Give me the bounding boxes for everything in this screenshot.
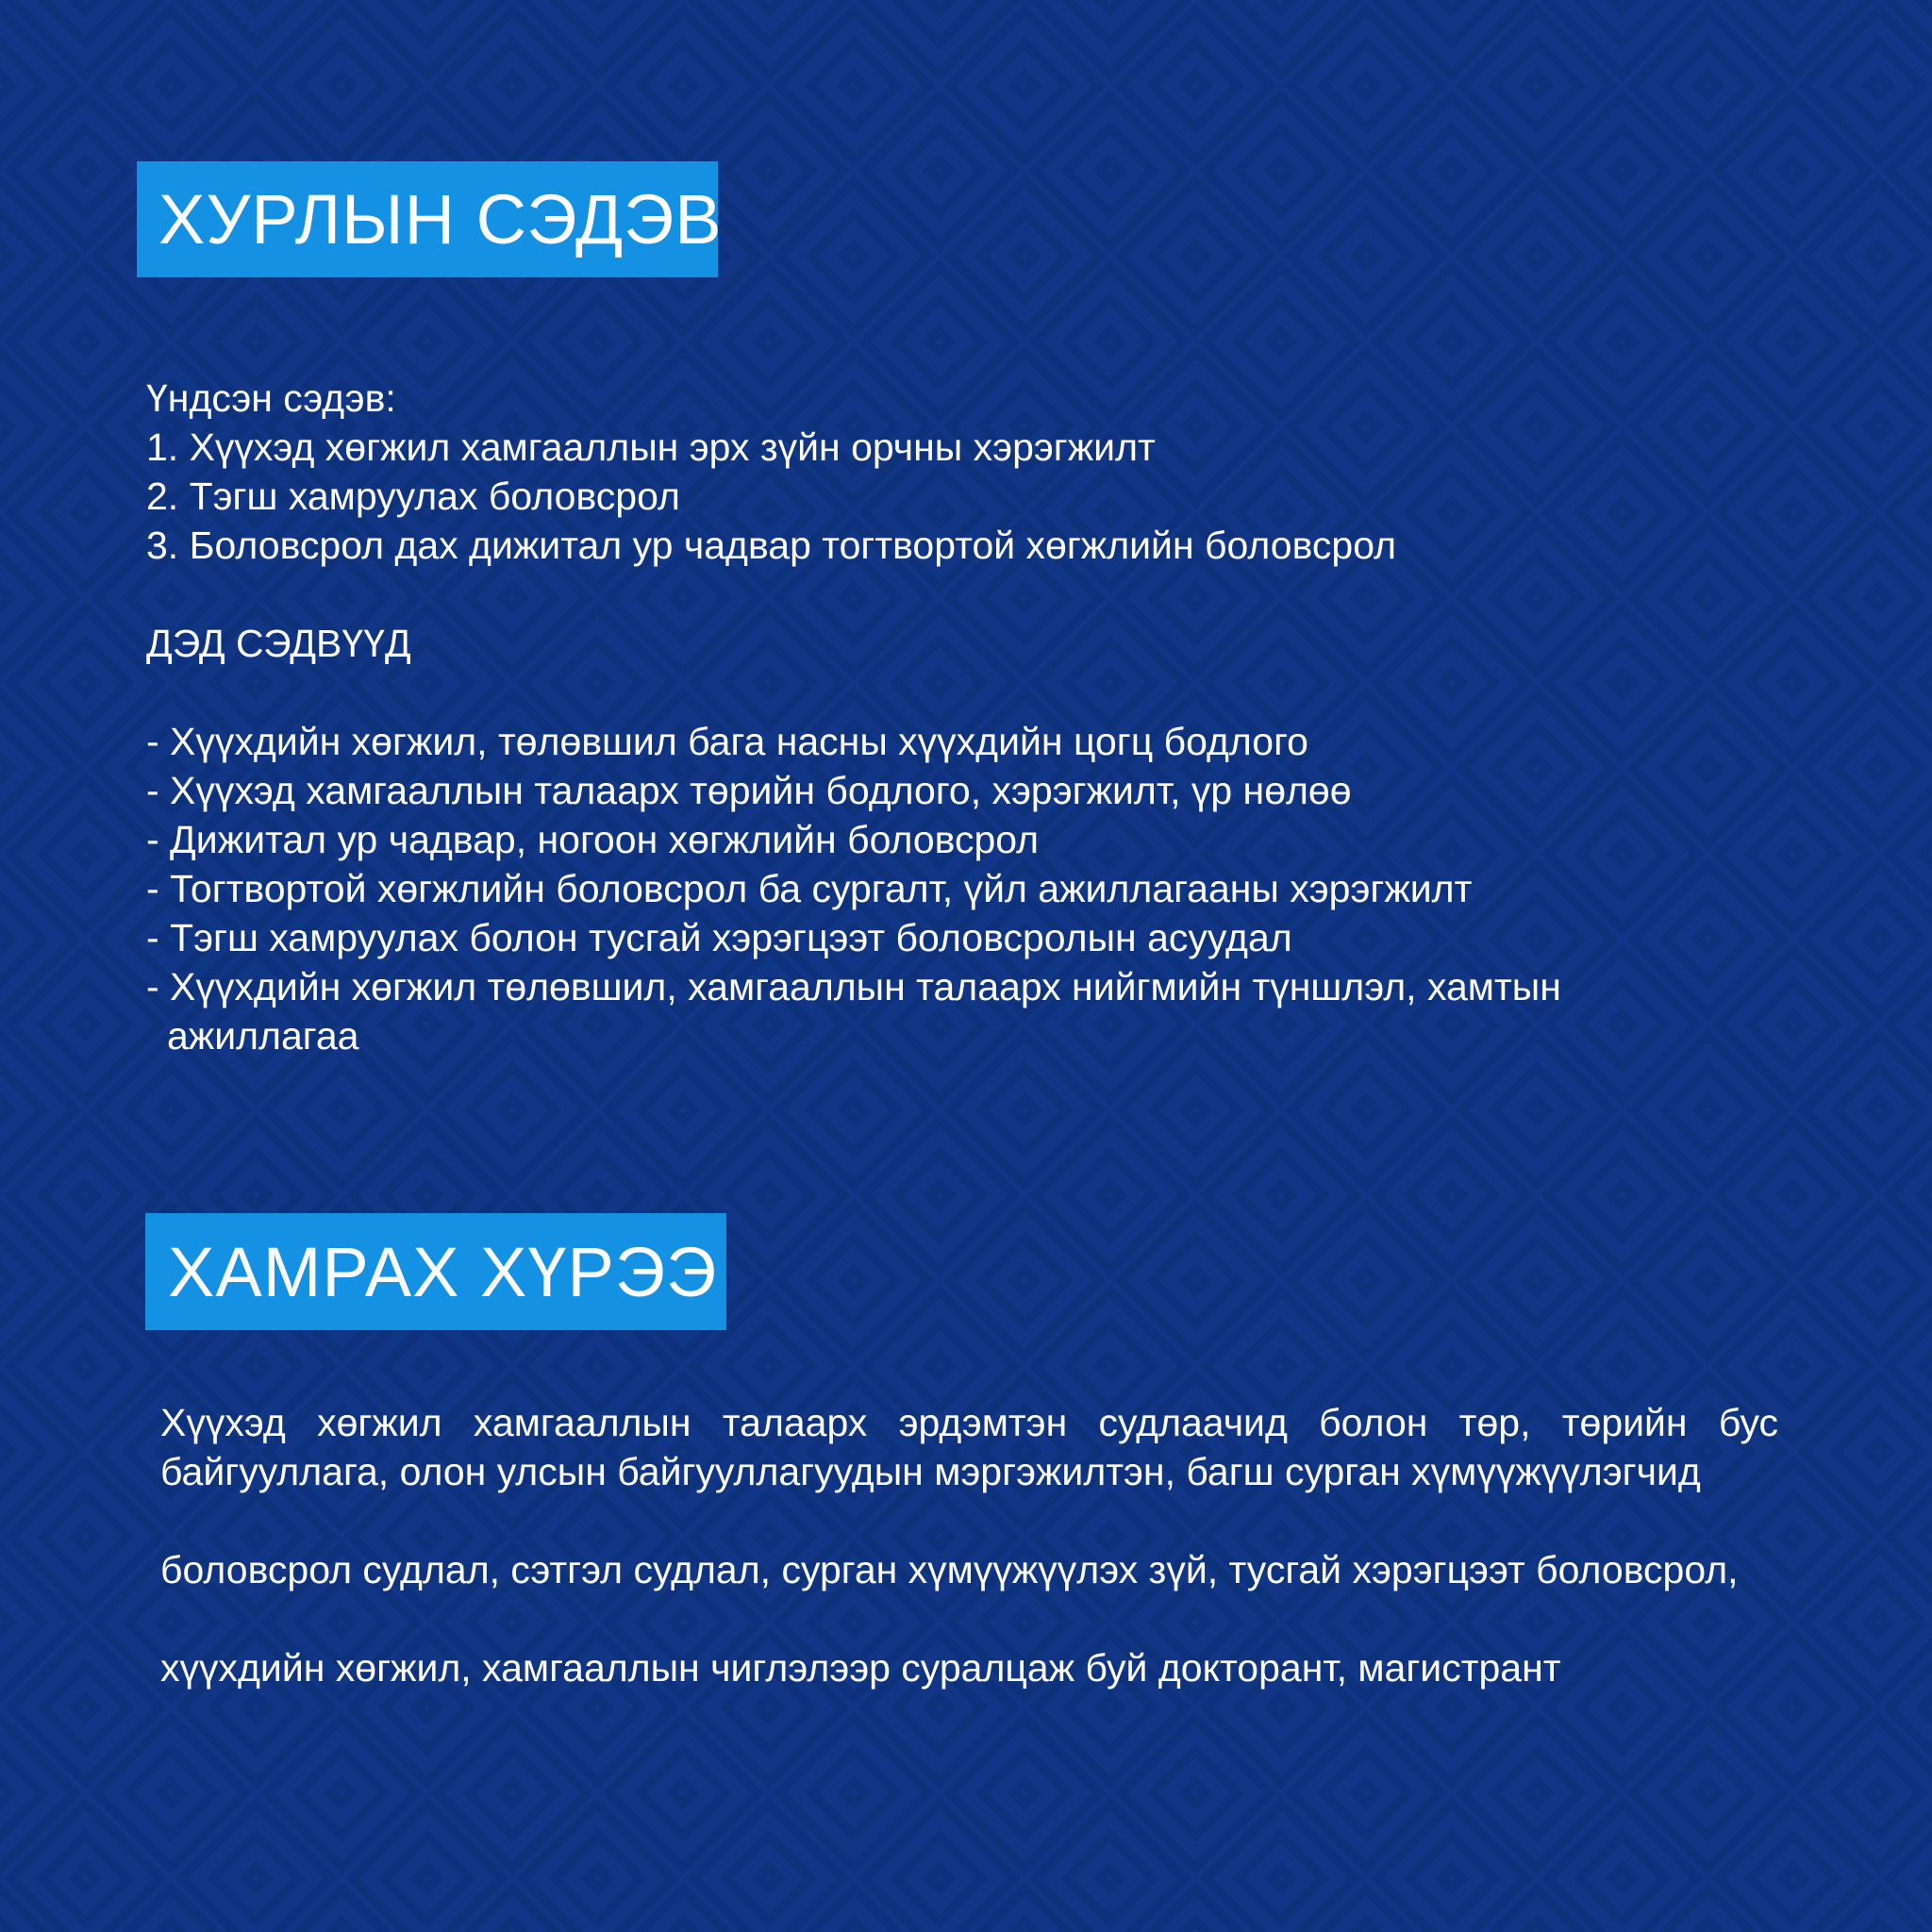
audience-paragraph: боловсрол судлал, сэтгэл судлал, сурган хүмүүжүүлэх зүй, тусгай хэрэгцээт боловсрол, — [160, 1548, 1739, 1591]
main-topic-item: 2. Тэгш хамруулах боловсрол — [146, 475, 680, 518]
conference-topic-heading-text: ХУРЛЫН СЭДЭВ — [158, 180, 723, 258]
sub-topic-item-continuation: ажиллагаа — [167, 1014, 359, 1058]
audience-paragraph: Хүүхэд хөгжил хамгааллын талаарх эрдэмтэн судлаачид болон төр, төрийн бус байгууллага, олон улсын байгууллагуудын мэргэжилтэн, багш сурган хүмүүжүүлэгчид — [160, 1401, 1778, 1493]
main-topics-label: Үндсэн сэдэв: — [146, 376, 396, 420]
sub-topic-item: - Хүүхдийн хөгжил төлөвшил, хамгааллын талаарх нийгмийн түншлэл, хамтын — [146, 965, 1561, 1008]
sub-topic-item: - Хүүхэд хамгааллын талаарх төрийн бодлого, хэрэгжилт, үр нөлөө — [146, 769, 1352, 812]
main-topic-item: 1. Хүүхэд хөгжил хамгааллын эрх зүйн орчны хэрэгжилт — [146, 425, 1156, 469]
audience-paragraph: хүүхдийн хөгжил, хамгааллын чиглэлээр суралцаж буй докторант, магистрант — [160, 1646, 1561, 1690]
audience-heading — [145, 1213, 726, 1330]
sub-topics-label: ДЭД СЭДВҮҮД — [146, 622, 411, 665]
sub-topic-item: - Тогтвортой хөгжлийн боловсрол ба сургалт, үйл ажиллагааны хэрэгжилт — [146, 867, 1473, 910]
conference-topic-heading — [137, 161, 723, 277]
main-topic-item: 3. Боловсрол дах дижитал ур чадвар тогтвортой хөгжлийн боловсрол — [146, 524, 1397, 567]
audience-heading-text: ХАМРАХ ХҮРЭЭ — [168, 1232, 718, 1311]
sub-topic-item: - Тэгш хамруулах болон тусгай хэрэгцээт боловсролын асуудал — [146, 916, 1292, 959]
audience-block — [160, 1398, 1778, 1692]
sub-topic-item: - Хүүхдийн хөгжил, төлөвшил бага насны хүүхдийн цогц бодлого — [146, 720, 1308, 763]
sub-topic-item: - Дижитал ур чадвар, ногоон хөгжлийн боловсрол — [146, 818, 1040, 861]
topics-block — [146, 374, 1769, 1060]
